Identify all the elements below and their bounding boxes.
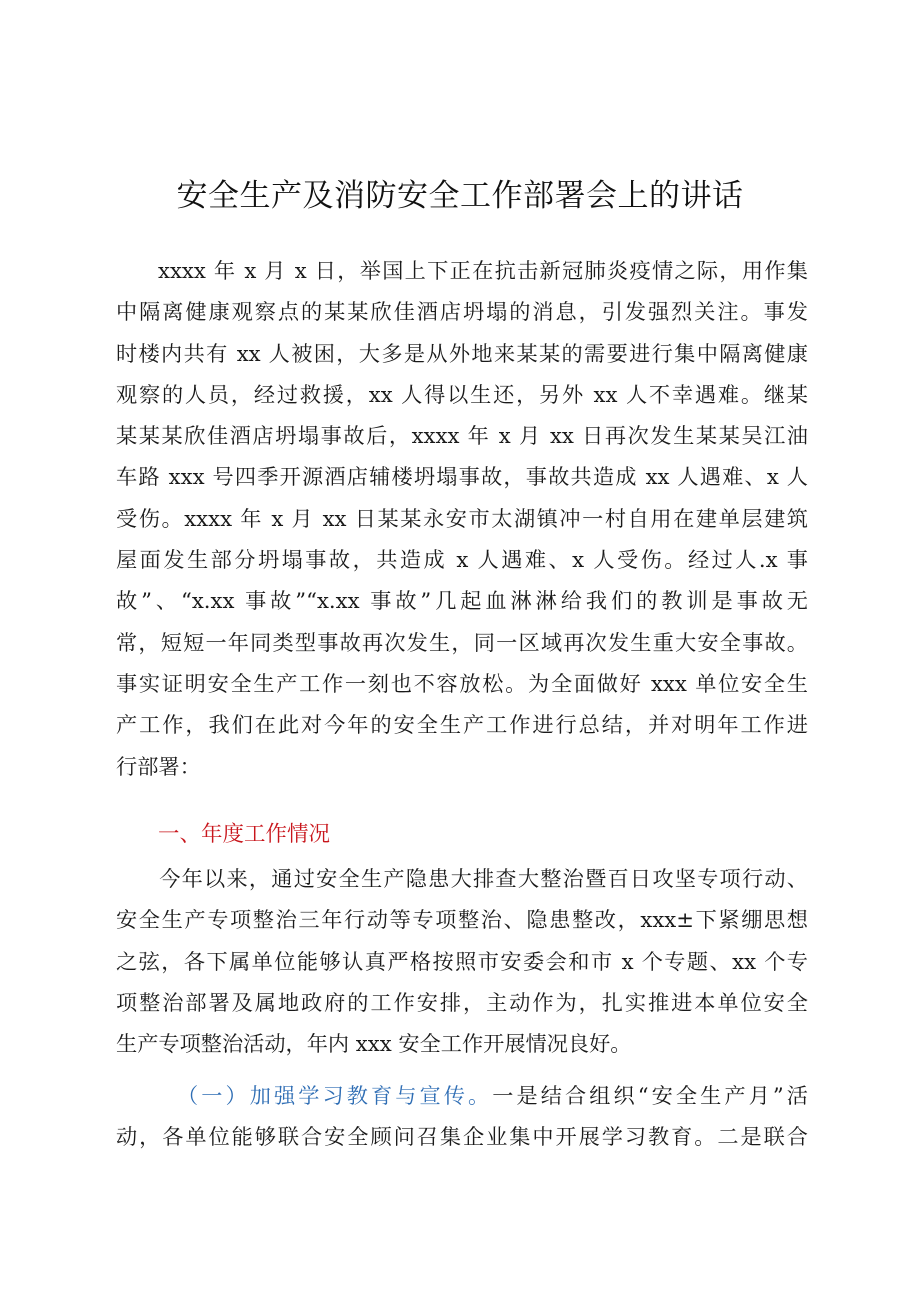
paragraph-line: 生产专项整治活动，年内 xxx 安全工作开展情况良好。 [116,1031,632,1057]
paragraph-line: （一）加强学习教育与宣传。一是结合组织“安全生产月”活 [174,1083,808,1108]
paragraph-line: 车路 xxx 号四季开源酒店辅楼坍塌事故，事故共造成 xx 人遇难、x 人 [116,464,808,490]
paragraph-line: 项整治部署及属地政府的工作安排，主动作为，扎实推进本单位安全 [116,989,808,1015]
paragraph-line: 动，各单位能够联合安全顾问召集企业集中开展学习教育。二是联合 [116,1124,808,1150]
paragraph-line: 事实证明安全生产工作一刻也不容放松。为全面做好 xxx 单位安全生 [116,670,808,696]
paragraph-line: xxxx 年 x 月 x 日，举国上下正在抗击新冠肺炎疫情之际，用作集 [158,258,808,283]
paragraph-line: 中隔离健康观察点的某某欣佳酒店坍塌的消息，引发强烈关注。事发 [116,299,808,325]
paragraph-line: 产工作，我们在此对今年的安全生产工作进行总结，并对明年工作进 [116,712,808,738]
section-heading-annual-work: 一、年度工作情况 [158,822,331,847]
paragraph-line: 行部署： [116,753,201,779]
subsection-heading-study-education: （一）加强学习教育与宣传。 [174,1083,493,1108]
paragraph-line: 时楼内共有 xx 人被困，大多是从外地来某某的需要进行集中隔离健康 [116,340,808,366]
document-title: 安全生产及消防安全工作部署会上的讲话 [176,178,744,214]
paragraph-line: 观察的人员，经过救援，xx 人得以生还，另外 xx 人不幸遇难。继某 [116,381,808,407]
paragraph-line: 之弦，各下属单位能够认真严格按照市安委会和市 x 个专题、xx 个专 [116,948,808,974]
paragraph-line: 某某某欣佳酒店坍塌事故后，xxxx 年 x 月 xx 日再次发生某某吴江油 [116,423,808,449]
paragraph-line: 受伤。xxxx 年 x 月 xx 日某某永安市太湖镇冲一村自用在建单层建筑 [116,505,808,531]
paragraph-line: 常，短短一年同类型事故再次发生，同一区域再次发生重大安全事故。 [116,629,808,655]
study-education-paragraph [116,1075,808,1158]
annual-work-paragraph [116,858,808,1064]
paragraph-line: 故”、“x.xx 事故”“x.xx 事故”几起血淋淋给我们的教训是事故无 [116,588,808,614]
paragraph-line: 屋面发生部分坍塌事故，共造成 x 人遇难、x 人受伤。经过人.x 事 [116,547,808,573]
paragraph-line: 安全生产专项整治三年行动等专项整治、隐患整改，xxx±下紧绷思想 [116,907,808,933]
paragraph-line: 今年以来，通过安全生产隐患大排查大整治暨百日攻坚专项行动、 [158,866,808,891]
intro-paragraph [116,250,808,787]
